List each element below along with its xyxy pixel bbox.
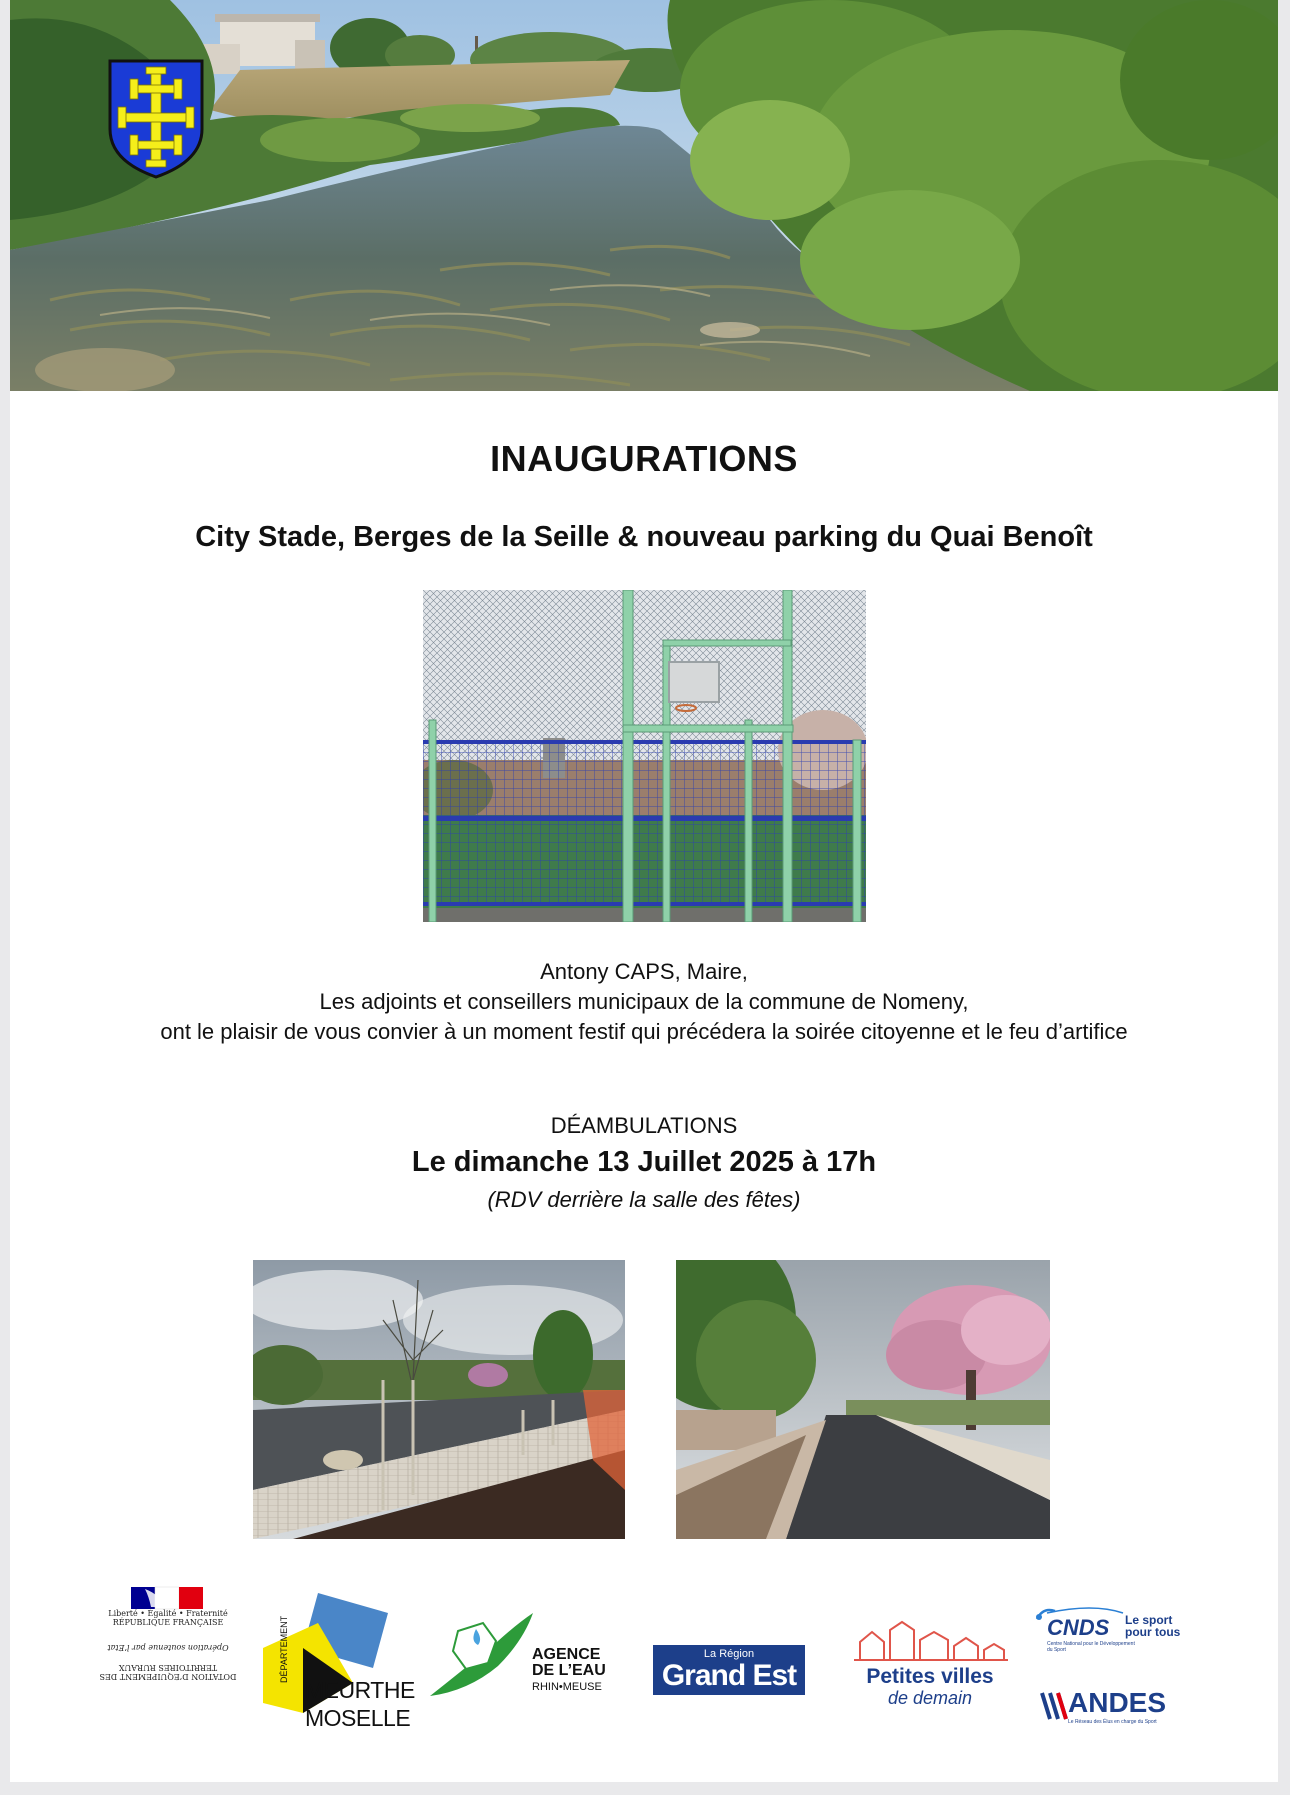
rf-name: RÉPUBLIQUE FRANÇAISE xyxy=(112,1618,224,1627)
cnds-sub: Centre National pour le Développement du Sport xyxy=(1047,1641,1135,1653)
mm-line2: MOSELLE xyxy=(305,1705,411,1731)
andes-sub: Le Réseau des Élus en charge du Sport xyxy=(1068,1719,1157,1725)
rf-operation: Opération soutenue par l’État xyxy=(107,1643,229,1652)
cnds-big: CNDS xyxy=(1047,1615,1110,1640)
coat-of-arms-crest xyxy=(106,57,206,181)
ge-small: La Région xyxy=(703,1648,755,1660)
event-meeting-point: (RDV derrière la salle des fêtes) xyxy=(487,1187,801,1212)
andes-logo xyxy=(1040,1685,1190,1730)
invitation-council: Les adjoints et conseillers municipaux de la commune de Nomeny, xyxy=(319,989,969,1014)
mm-dept: DÉPARTEMENT xyxy=(279,1615,289,1683)
ae-line3: RHIN•MEUSE xyxy=(532,1681,602,1693)
region-grand-est-logo xyxy=(653,1645,805,1695)
pv-line2: de demain xyxy=(887,1688,973,1708)
ae-line2: DE L’EAU xyxy=(532,1662,606,1679)
petites-villes-de-demain-logo xyxy=(850,1620,1010,1710)
pv-line1: Petites villes xyxy=(866,1665,994,1688)
poster-page xyxy=(10,0,1278,1782)
city-stade-photo xyxy=(423,590,866,922)
page-title: INAUGURATIONS xyxy=(490,438,798,479)
ge-big: Grand Est xyxy=(661,1659,797,1692)
invitation-mayor: Antony CAPS, Maire, xyxy=(540,959,748,984)
rf-dotation: DOTATION D’ÉQUIPEMENT DES TERRITOIRES RURAUX xyxy=(99,1663,237,1681)
republique-francaise-logo xyxy=(93,1585,243,1690)
cnds-logo xyxy=(1033,1605,1193,1660)
grand-est-box xyxy=(653,1645,805,1695)
invitation-message: ont le plaisir de vous convier à un moment festif qui précédera la soirée citoyenne et le feu d’artifice xyxy=(160,1019,1128,1044)
parking-photo-right xyxy=(676,1260,1050,1539)
ae-line1: AGENCE xyxy=(532,1646,601,1663)
page-subtitle: City Stade, Berges de la Seille & nouveau parking du Quai Benoît xyxy=(195,521,1093,553)
agence-de-l-eau-logo xyxy=(428,1611,618,1706)
andes-big: ANDES xyxy=(1068,1687,1167,1718)
event-date: Le dimanche 13 Juillet 2025 à 17h xyxy=(411,1146,877,1178)
meurthe-moselle-logo xyxy=(263,1593,415,1738)
rf-motto: Liberté • Égalité • Fraternité xyxy=(108,1609,228,1618)
mm-line1: MEURTHE xyxy=(305,1677,415,1703)
event-label: DÉAMBULATIONS xyxy=(550,1113,738,1138)
cnds-tag: Le sport pour tous xyxy=(1125,1613,1181,1639)
parking-photo-left xyxy=(253,1260,625,1539)
